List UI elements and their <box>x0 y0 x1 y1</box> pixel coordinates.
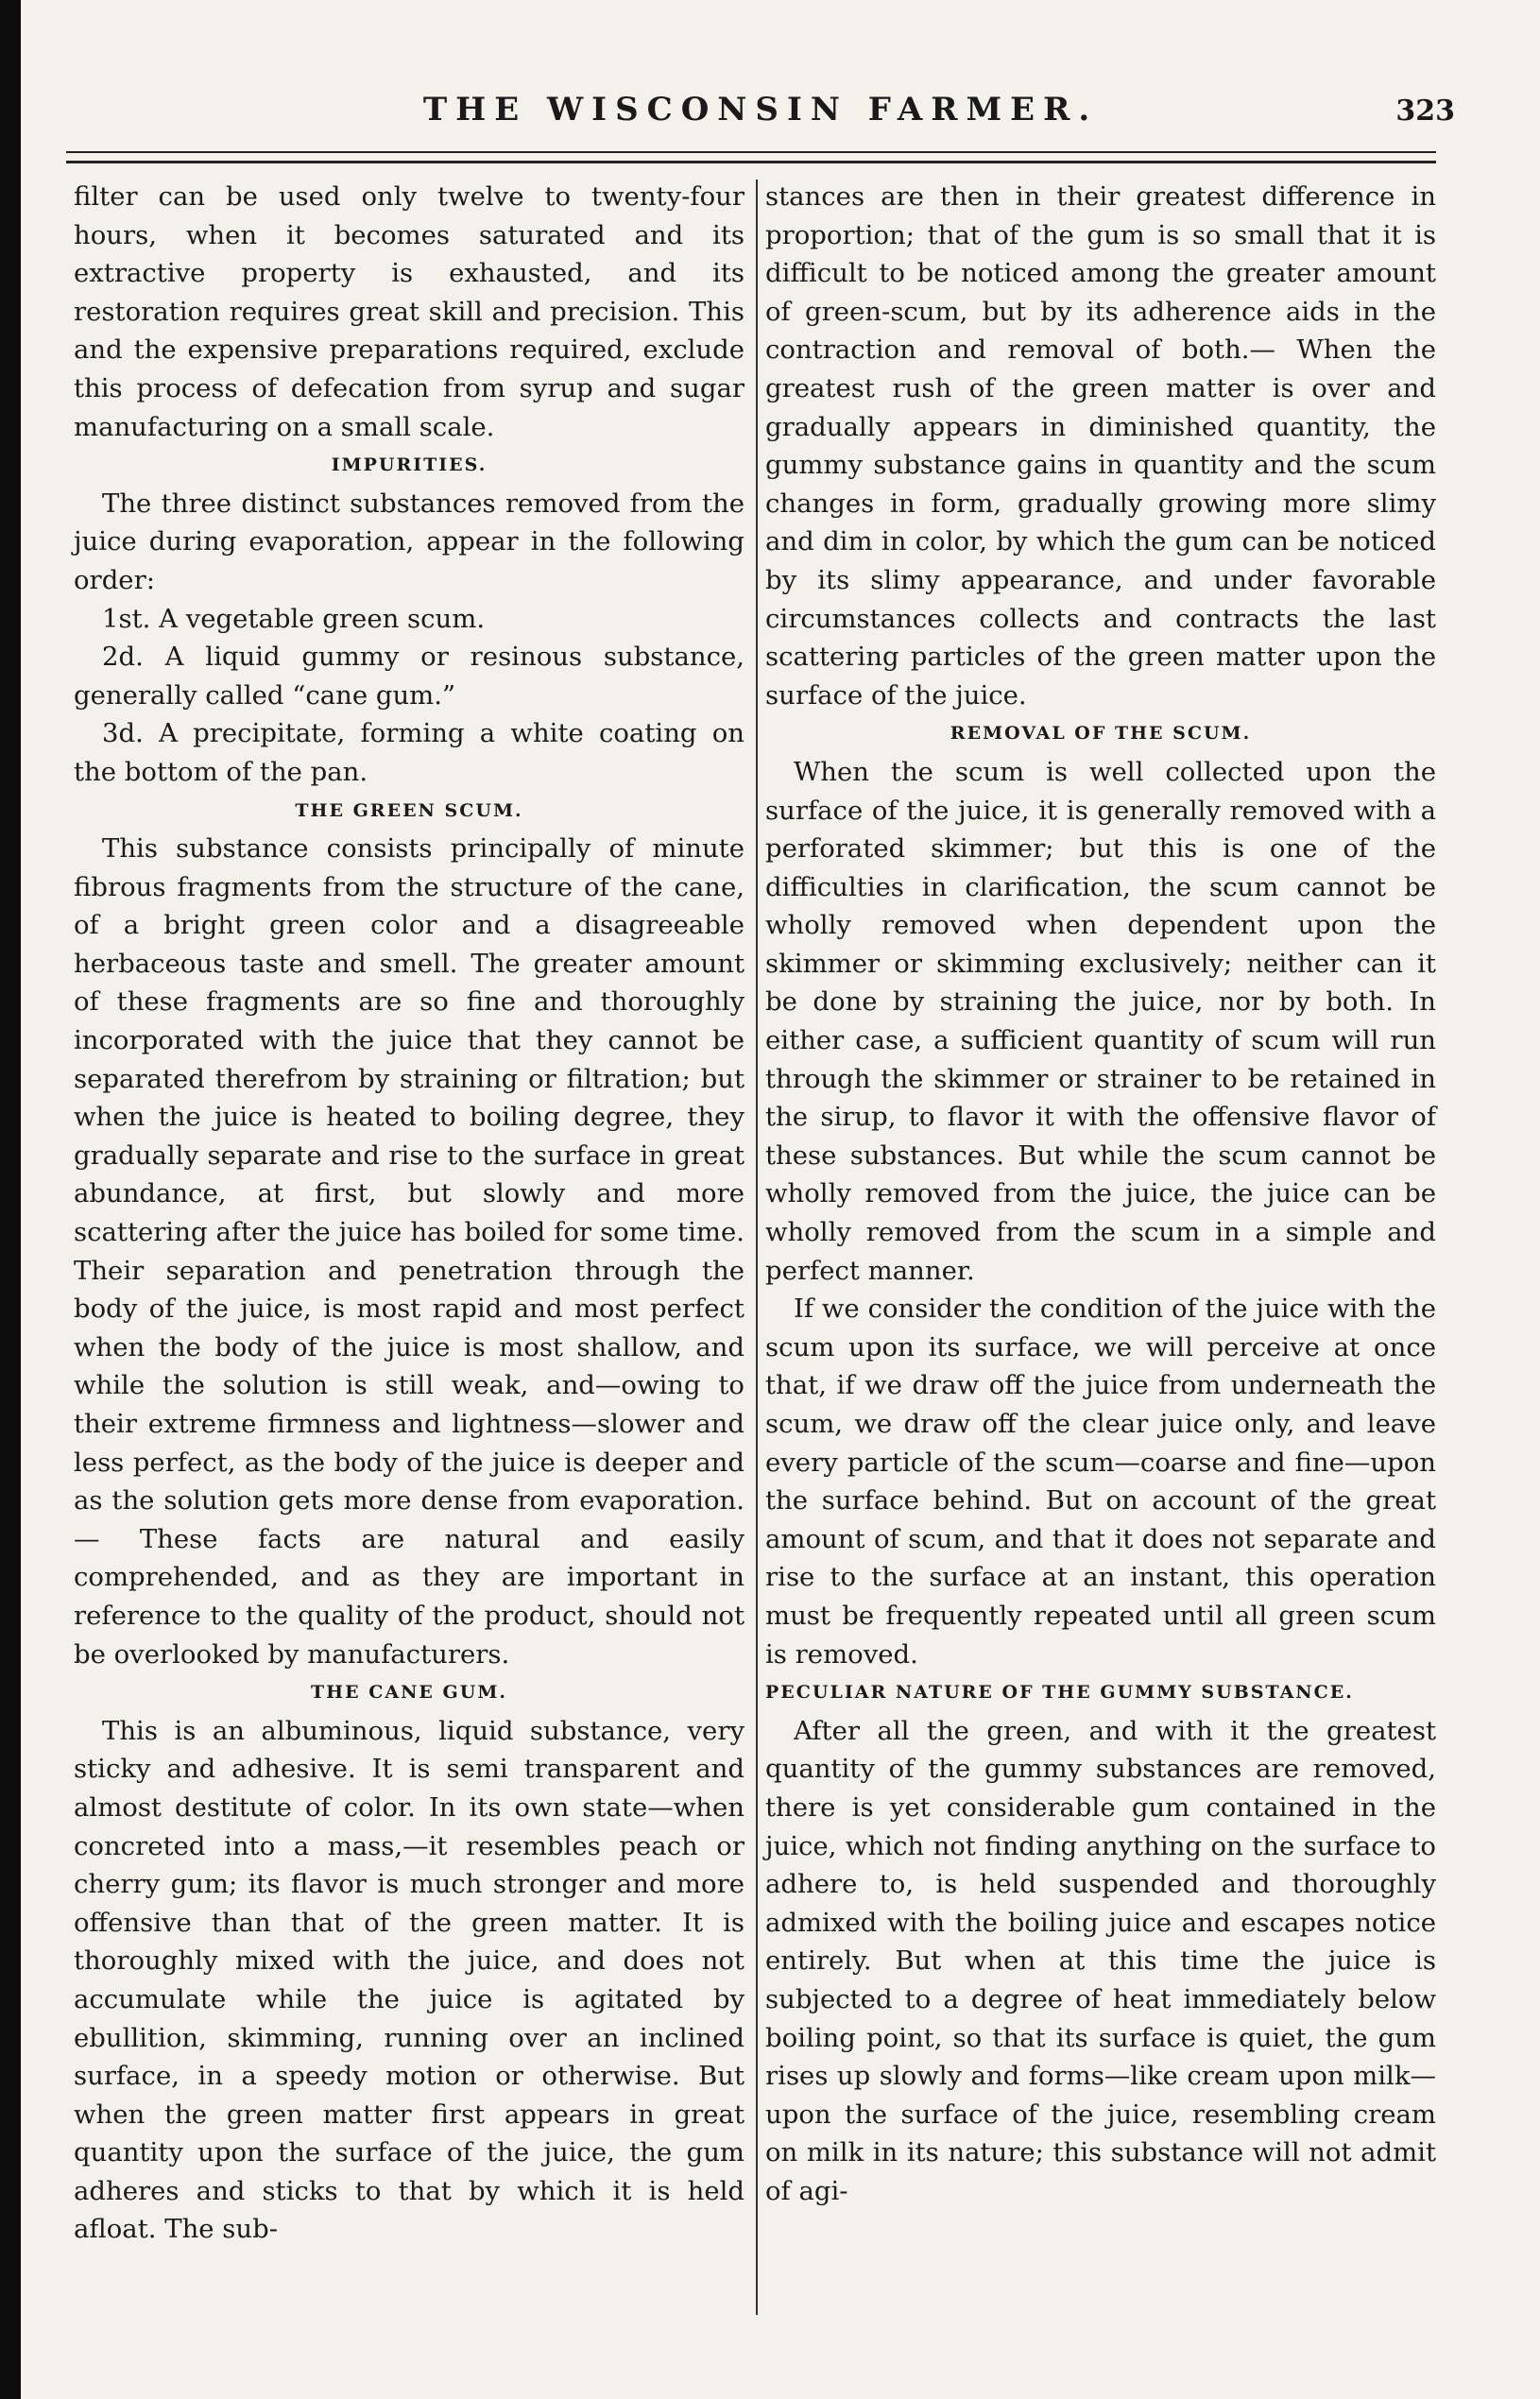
section-heading-peculiar-nature: PECULIAR NATURE OF THE GUMMY SUBSTANCE. <box>765 1682 1354 1704</box>
list-item: 1st. A vegetable green scum. <box>102 603 486 634</box>
left-column <box>74 178 744 2249</box>
page-number: 323 <box>1395 94 1455 128</box>
running-head: THE WISCONSIN FARMER. <box>422 91 1099 129</box>
paragraph: The three distinct substances removed from the juice during evaporation, appear in the following order: <box>74 488 744 595</box>
section-heading-cane-gum: THE CANE GUM. <box>311 1682 507 1704</box>
paragraph: stances are then in their greatest difference in proportion; that of the gum is so small that it is difficult to be noticed among the greater amount of green-scum, but by its adherence aids in the contraction and removal of both.— When the greatest rush of the green matter is over and gradually appears in diminished quantity, the gummy substance gains in quantity and the scum changes in form, gradually growing more slimy and dim in color, by which the gum can be noticed by its slimy appearance, and under favorable circumstances collects and contracts the last scattering particles of the green matter upon the surface of the juice. <box>765 181 1436 711</box>
header-double-rule <box>66 161 1436 163</box>
paragraph: If we consider the condition of the juice with the scum upon its surface, we will perceive at once that, if we draw off the juice from underneath the scum, we draw off the clear juice only, and leave every particle of the scum—coarse and fine—upon the surface behind. But on account of the great amount of scum, and that it does not separate and rise to the surface at an instant, this operation must be frequently repeated until all green scum is removed. <box>765 1294 1436 1670</box>
list-item: 3d. A precipitate, forming a white coating on the bottom of the pan. <box>74 718 744 787</box>
paragraph: This is an albuminous, liquid substance, very sticky and adhesive. It is semi transparent and almost destitute of color. In its own state—when concreted into a mass,—it resembles peach or cherry gum; its flavor is much stronger and more offensive than that of the green matter. It is thoroughly mixed with the juice, and does not accumulate while the juice is agitated by ebullition, skimming, running over an inclined surface, in a speedy motion or otherwise. But when the green matter first appears in great quantity upon the surface of the juice, the gum adheres and sticks to that by which it is held afloat. The sub- <box>74 1715 744 2245</box>
section-heading-removal: REMOVAL OF THE SCUM. <box>950 723 1252 745</box>
section-heading-impurities: IMPURITIES. <box>331 454 488 476</box>
binding-edge <box>0 0 21 2399</box>
paragraph: This substance consists principally of minute fibrous fragments from the structure of the cane, of a bright green color and a disagreeable herbaceous taste and smell. The greater amount of these fragments are so fine and thoroughly incorporated with the juice that they cannot be separated therefrom by straining or filtration; but when the juice is heated to boiling degree, they gradually separate and rise to the surface in great abundance, at first, but slowly and more scattering after the juice has boiled for some time. Their separation and penetration through the body of the juice, is most rapid and most perfect when the body of the juice is most shallow, and while the solution is still weak, and—owing to their extreme firmness and lightness—slower and less perfect, as the body of the juice is deeper and as the solution gets more dense from evaporation.— These facts are natural and easily comprehended, and as they are important in reference to the quality of the product, should not be overlooked by manufacturers. <box>74 833 744 1670</box>
list-item: 2d. A liquid gummy or resinous substance, generally called “cane gum.” <box>74 642 744 711</box>
section-heading-green-scum: THE GREEN SCUM. <box>295 799 523 821</box>
paragraph: When the scum is well collected upon the surface of the juice, it is generally removed with a perforated skimmer; but this is one of the difficulties in clarification, the scum cannot be wholly removed when dependent upon the skimmer or skimming exclusively; neither can it be done by straining the juice, nor by both. In either case, a sufficient quantity of scum will run through the skimmer or strainer to be retained in the sirup, to flavor it with the offensive flavor of these substances. But while the scum cannot be wholly removed from the juice, the juice can be wholly removed from the scum in a simple and perfect manner. <box>765 756 1436 1286</box>
right-column <box>765 178 1436 2210</box>
paragraph: filter can be used only twelve to twenty-four hours, when it becomes saturated and its extractive property is exhausted, and its restoration requires great skill and precision. This and the expensive preparations required, exclude this process of defecation from syrup and sugar manufacturing on a small scale. <box>74 181 744 442</box>
page-header <box>66 91 1455 147</box>
header-rule <box>66 151 1436 153</box>
paragraph: After all the green, and with it the greatest quantity of the gummy substances are removed, there is yet considerable gum contained in the juice, which not finding anything on the surface to adhere to, is held suspended and thoroughly admixed with the boiling juice and escapes notice entirely. But when at this time the juice is subjected to a degree of heat immediately below boiling point, so that its surface is quiet, the gum rises up slowly and forms—like cream upon milk—upon the surface of the juice, resembling cream on milk in its nature; this substance will not admit of agi- <box>765 1715 1436 2206</box>
column-divider <box>756 180 758 2315</box>
